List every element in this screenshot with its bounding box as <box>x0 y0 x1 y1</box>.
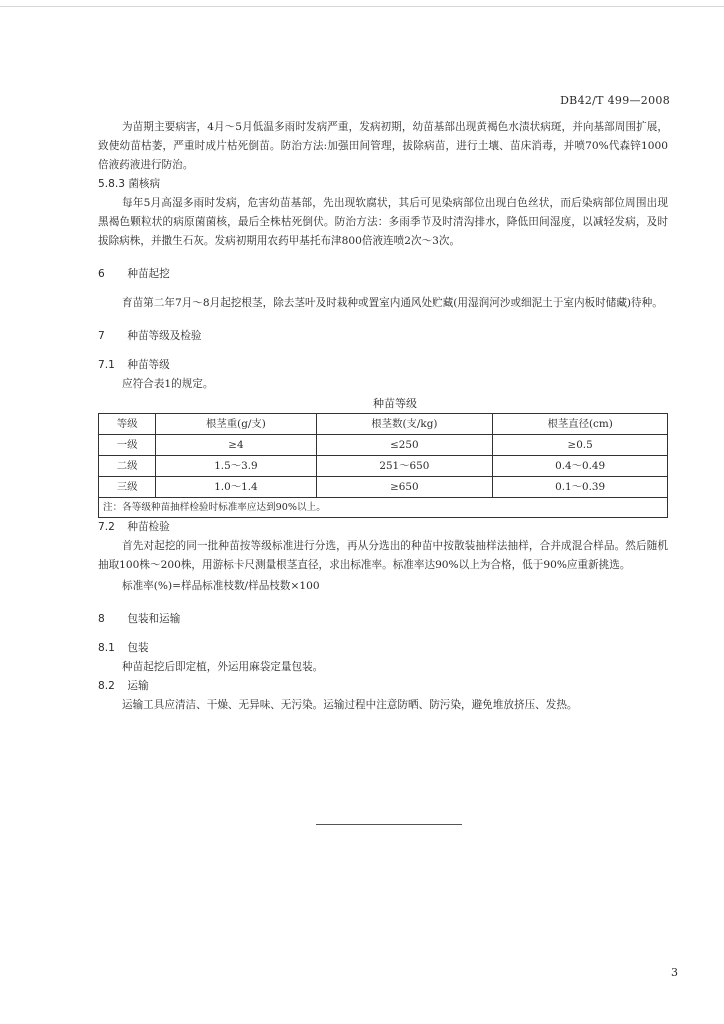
paragraph-7-2: 首先对起挖的同一批种苗按等级标准进行分选，再从分选出的种苗中按散装抽样法抽样，合并成混合样品。然后随机抽取100株～200株，用游标卡尺测量根茎直径，求出标准率。标准率达90%以上为合格，低于90%应重新挑选。 <box>98 540 668 571</box>
table-cell: 二级 <box>99 456 156 477</box>
heading-5-8-3 <box>98 175 668 194</box>
heading-number: 8 <box>98 613 105 625</box>
table-cell: ≤250 <box>316 435 493 456</box>
heading-number: 7 <box>98 330 105 342</box>
heading-title: 菌核病 <box>128 178 161 190</box>
table-header-cell: 根茎重(g/支) <box>156 414 316 435</box>
table-title: 种苗等级 <box>373 397 417 410</box>
heading-7-1 <box>98 356 668 375</box>
heading-title: 种苗等级 <box>127 359 170 371</box>
table-cell: 251～650 <box>316 456 493 477</box>
document-body <box>98 118 668 715</box>
table-row <box>99 456 668 477</box>
heading-8-2 <box>98 677 668 696</box>
table-header-row <box>99 414 668 435</box>
heading-number: 7.1 <box>98 359 115 371</box>
heading-number: 8.1 <box>98 642 115 654</box>
heading-number: 8.2 <box>98 680 115 692</box>
table-cell: 一级 <box>99 435 156 456</box>
table-cell: ≥4 <box>156 435 316 456</box>
document-end-rule <box>316 824 462 825</box>
heading-number: 7.2 <box>98 521 115 533</box>
table-cell: ≥0.5 <box>493 435 668 456</box>
table-header-cell: 根茎数(支/kg) <box>316 414 493 435</box>
seedling-grade-table <box>98 413 668 518</box>
heading-title: 包装 <box>127 642 149 654</box>
heading-title: 种苗等级及检验 <box>127 330 202 342</box>
document-code: DB42/T 499—2008 <box>560 94 670 107</box>
paragraph-5-8-2-continued: 为苗期主要病害，4月～5月低温多雨时发病严重，发病初期，幼苗基部出现黄褐色水渍状病斑，并向基部周围扩展，致使幼苗枯萎，严重时成片枯死倒苗。防治方法:加强田间管理，拔除病苗，进行土壤、苗床消毒，并喷70%代森锌1000倍液药液进行防治。 <box>98 121 668 171</box>
table-cell: ≥650 <box>316 477 493 498</box>
formula-standard-rate: 标准率(%)=样品标准枝数/样品枝数×100 <box>122 580 320 592</box>
heading-title: 运输 <box>127 680 149 692</box>
heading-number: 5.8.3 <box>98 178 125 190</box>
paragraph-8-2: 运输工具应清洁、干燥、无异味、无污染。运输过程中注意防晒、防污染，避免堆放挤压、发热。 <box>122 699 578 711</box>
heading-8 <box>98 610 668 629</box>
table-row <box>99 477 668 498</box>
heading-number: 6 <box>98 268 105 280</box>
table-note: 注：各等级种苗抽样检验时标准率应达到90%以上。 <box>99 498 668 518</box>
table-row <box>99 435 668 456</box>
heading-7-2 <box>98 518 668 537</box>
heading-8-1 <box>98 639 668 658</box>
heading-title: 种苗起挖 <box>127 268 170 280</box>
table-note-row <box>99 498 668 518</box>
page-number: 3 <box>671 966 678 979</box>
table-cell: 0.4～0.49 <box>493 456 668 477</box>
table-header-cell: 根茎直径(cm) <box>493 414 668 435</box>
paragraph-8-1: 种苗起挖后即定植，外运用麻袋定量包装。 <box>122 661 324 673</box>
table-header-cell: 等级 <box>99 414 156 435</box>
heading-title: 包装和运输 <box>127 613 181 625</box>
heading-7 <box>98 327 668 346</box>
paragraph-7-1: 应符合表1的规定。 <box>122 378 214 390</box>
table-cell: 三级 <box>99 477 156 498</box>
paragraph-6: 育苗第二年7月～8月起挖根茎，除去茎叶及时栽种或置室内通风处贮藏(用湿润河沙或细泥土于室内板时储藏)待种。 <box>122 297 663 309</box>
paragraph-5-8-3: 每年5月高湿多雨时发病，危害幼苗基部，先出现软腐状，其后可见染病部位出现白色丝状，而后染病部位周围出现黑褐色颗粒状的病原菌菌核，最后全株枯死倒伏。防治方法：多雨季节及时清沟排水，降低田间湿度，以减轻发病，及时拔除病株，并撒生石灰。发病初期用农药甲基托布津800倍液连喷2次～3次。 <box>98 197 668 247</box>
table-cell: 0.1～0.39 <box>493 477 668 498</box>
heading-6 <box>98 265 668 284</box>
table-cell: 1.0～1.4 <box>156 477 316 498</box>
heading-title: 种苗检验 <box>127 521 170 533</box>
page-top-rule <box>0 6 724 7</box>
table-cell: 1.5～3.9 <box>156 456 316 477</box>
